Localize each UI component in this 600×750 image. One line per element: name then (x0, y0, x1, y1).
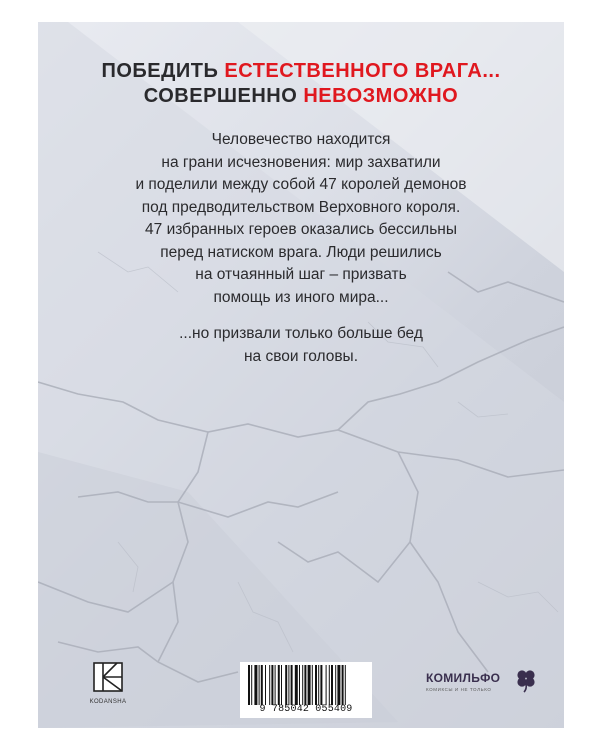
blurb-line: на отчаянный шаг – призвать (195, 266, 407, 283)
blurb-line: и поделили между собой 47 королей демонов (135, 176, 467, 193)
headline-line-1-highlight: ЕСТЕСТВЕННОГО ВРАГА... (224, 60, 501, 82)
blurb-line: Человечество находится (211, 131, 391, 148)
blurb-line: под предводительством Верховного короля. (141, 198, 461, 216)
blurb-line: ...но призвали только больше бед (179, 325, 423, 342)
marble-texture (38, 22, 564, 728)
blurb-line: 47 избранных героев оказались бессильны (145, 221, 457, 238)
barcode (240, 662, 372, 718)
headline-line-2-highlight: НЕВОЗМОЖНО (303, 85, 459, 107)
blurb-paragraph-2 (38, 323, 564, 368)
komilfo-tagline: КОМИКСЫ И НЕ ТОЛЬКО (426, 687, 492, 692)
blurb-paragraph-1 (38, 129, 564, 309)
isbn-digits: 9 785042 055409 (259, 704, 353, 715)
headline-line-2 (38, 85, 564, 108)
blurb-line: перед натиском врага. Люди решились (160, 243, 442, 261)
komilfo-logo (426, 671, 546, 692)
blurb-line: помощь из иного мира... (213, 288, 389, 306)
headline-line-1 (38, 60, 564, 83)
blurb-line: на свои головы. (244, 347, 358, 365)
barcode-bars-icon (240, 665, 372, 709)
clover-icon (514, 667, 538, 693)
komilfo-name: КОМИЛЬФО (426, 671, 501, 685)
back-cover (38, 22, 564, 728)
headline-line-1-prefix: ПОБЕДИТЬ (101, 60, 225, 82)
kodansha-logo (81, 662, 135, 705)
blurb-line: на грани исчезновения: мир захватили (161, 153, 441, 171)
headline-line-2-prefix: СОВЕРШЕННО (143, 85, 304, 107)
kodansha-label: KODANSHA (89, 699, 127, 705)
kodansha-mark-icon (93, 662, 123, 692)
